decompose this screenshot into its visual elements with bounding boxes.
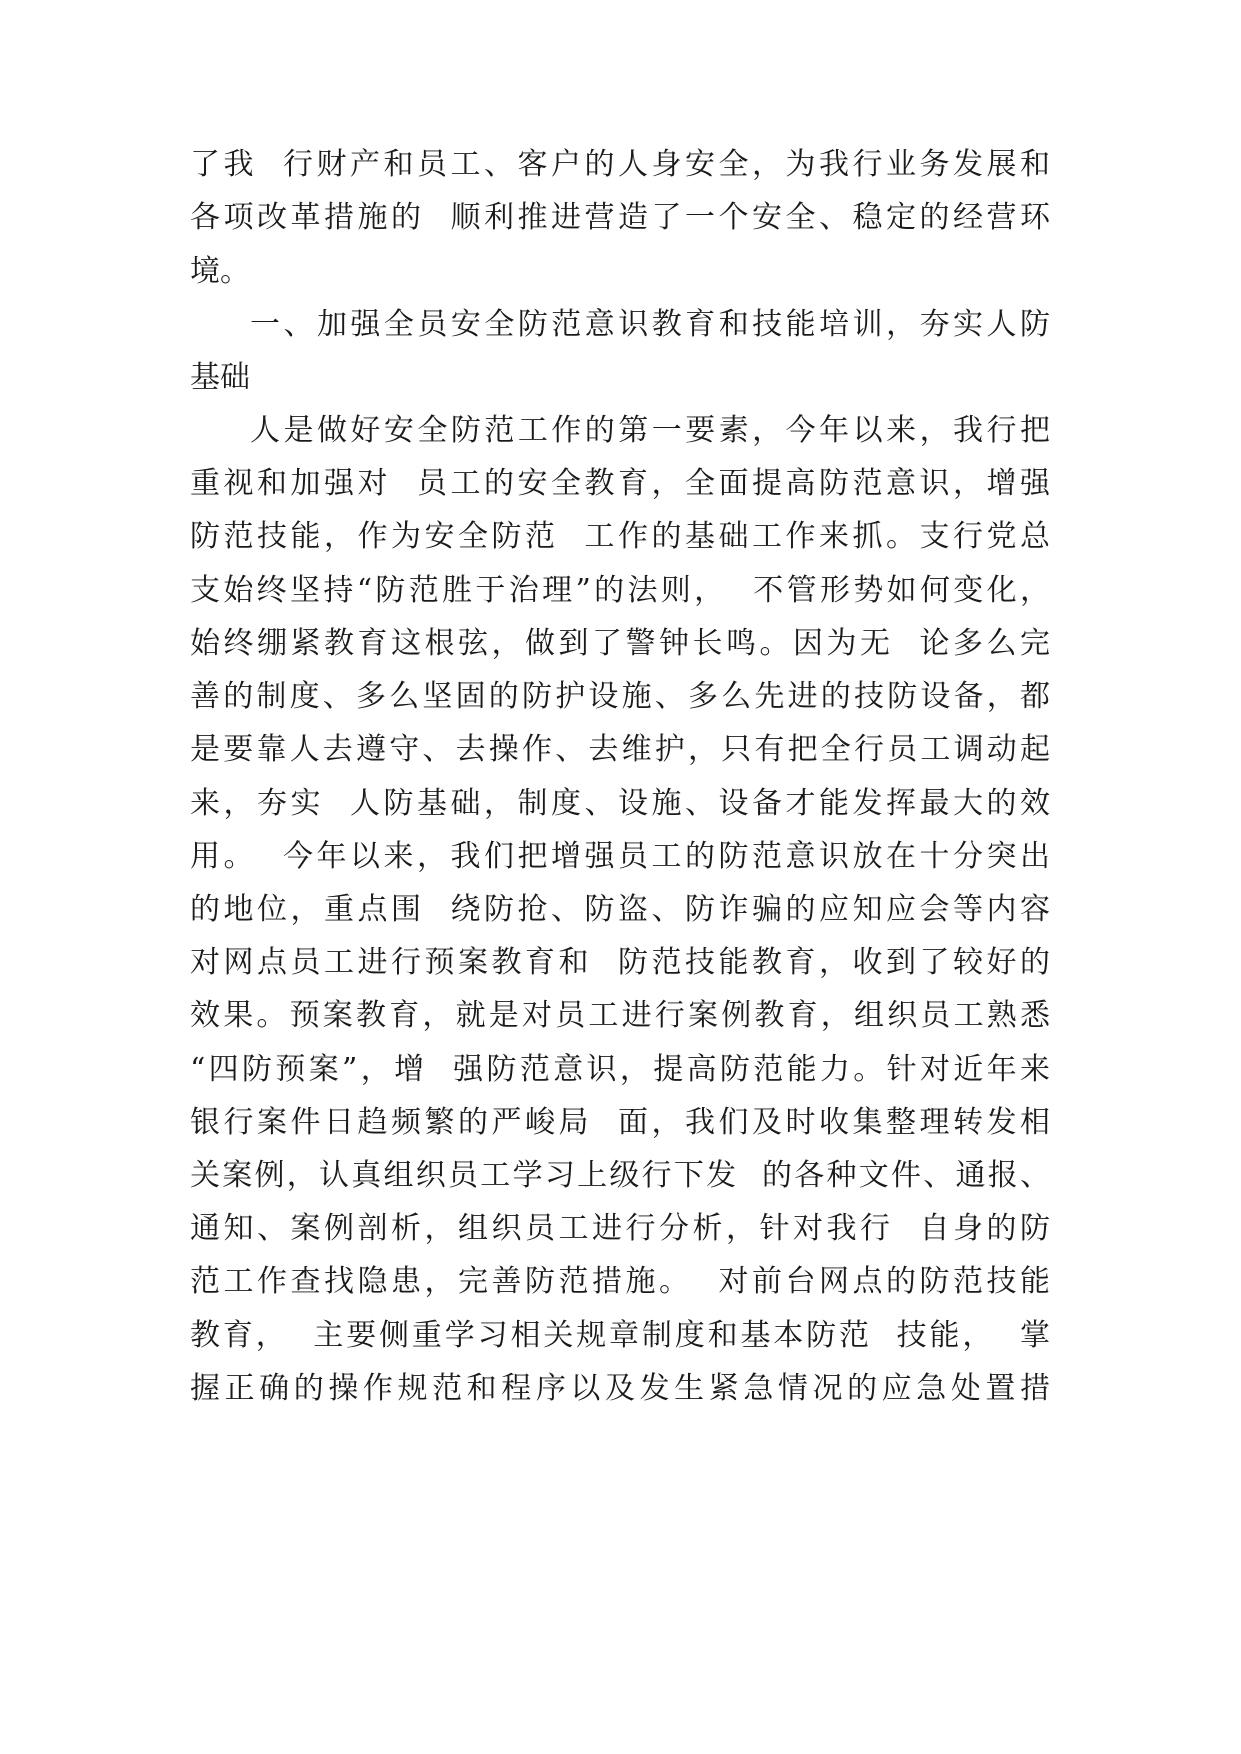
text-line: “四防预案”，增 强防范意识，提高防范能力。针对近年来 (190, 1052, 1050, 1087)
text-line: 银行案件日趋频繁的严峻局 面，我们及时收集整理转发相 (190, 1105, 1050, 1140)
text-line: 各项改革措施的 顺利推进营造了一个安全、稳定的经营环 (190, 200, 1050, 235)
text-line: 关案例，认真组织员工学习上级行下发 的各种文件、通报、 (190, 1158, 1050, 1193)
text-line: 始终绷紧教育这根弦，做到了警钟长鸣。因为无 论多么完 (190, 626, 1050, 661)
text-line: 的地位，重点围 绕防抢、防盗、防诈骗的应知应会等内容 (190, 892, 1050, 927)
text-line: 对网点员工进行预案教育和 防范技能教育，收到了较好的 (190, 945, 1050, 980)
text-line: 效果。预案教育，就是对员工进行案例教育，组织员工熟悉 (190, 998, 1050, 1033)
text-line: 来，夯实 人防基础，制度、设施、设备才能发挥最大的效 (190, 786, 1050, 821)
text-line: 用。 今年以来，我们把增强员工的防范意识放在十分突出 (190, 839, 1050, 874)
text-line: 通知、案例剖析，组织员工进行分析，针对我行 自身的防 (190, 1211, 1050, 1246)
text-line: 是要靠人去遵守、去操作、去维护，只有把全行员工调动起 (190, 732, 1050, 767)
text-line: 人是做好安全防范工作的第一要素，今年以来，我行把 (250, 413, 1050, 448)
section-heading-line: 基础 (190, 360, 250, 395)
text-line: 防范技能，作为安全防范 工作的基础工作来抓。支行党总 (190, 519, 1050, 554)
text-line: 握正确的操作规范和程序以及发生紧急情况的应急处置措 (190, 1371, 1050, 1406)
text-line: 重视和加强对 员工的安全教育，全面提高防范意识，增强 (190, 466, 1050, 501)
section-heading-line: 一、加强全员安全防范意识教育和技能培训，夯实人防 (250, 307, 1050, 342)
text-line: 善的制度、多么坚固的防护设施、多么先进的技防设备，都 (190, 679, 1050, 714)
text-line: 境。 (190, 254, 250, 289)
text-line: 范工作查找隐患，完善防范措施。 对前台网点的防范技能 (190, 1264, 1050, 1299)
text-line: 支始终坚持“防范胜于治理”的法则， 不管形势如何变化， (190, 573, 1050, 608)
text-line: 教育， 主要侧重学习相关规章制度和基本防范 技能， 掌 (190, 1318, 1050, 1353)
text-line: 了我 行财产和员工、客户的人身安全，为我行业务发展和 (190, 147, 1050, 182)
